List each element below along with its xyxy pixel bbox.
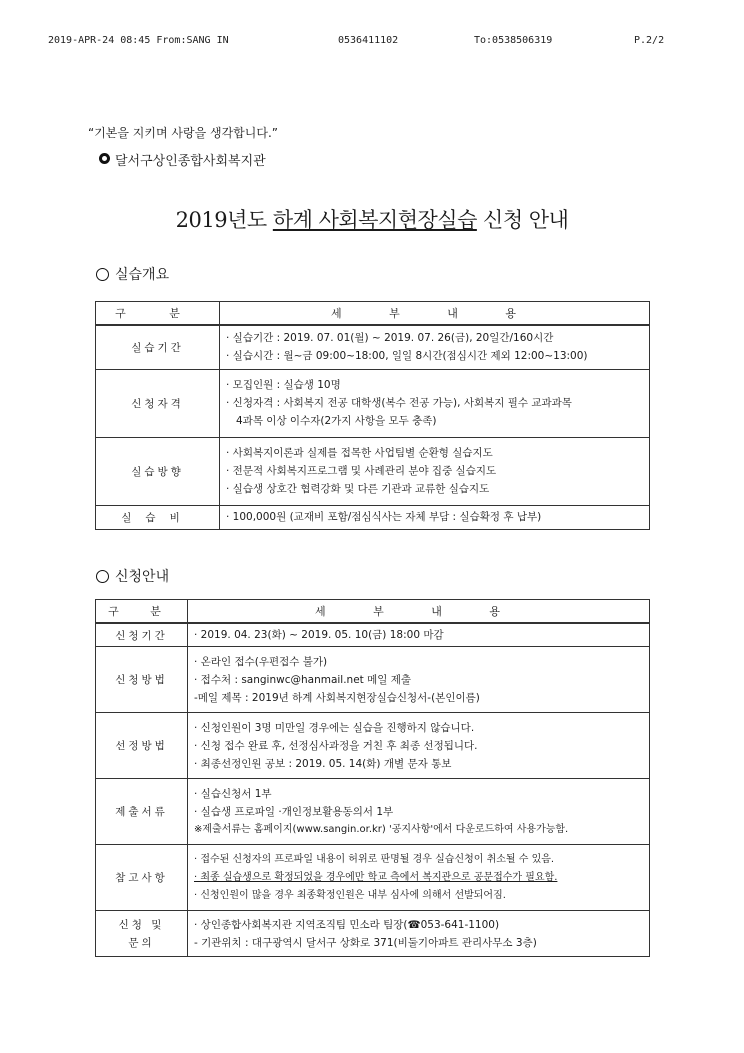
- content-line: ※제출서류는 홈페이지(www.sangin.or.kr) '공지사항'에서 다운로드하여 사용가능함.: [194, 823, 569, 835]
- content-line: · 온라인 접수(우편접수 불가): [194, 655, 328, 668]
- table-row: [96, 911, 650, 957]
- content-line: · 신청자격 : 사회복지 전공 대학생(복수 전공 가능), 사회복지 필수 교과과목: [226, 397, 572, 409]
- fax-datetime: 2019-APR-24 08:45 From:SANG IN: [48, 35, 229, 46]
- fax-page: P.2/2: [634, 35, 665, 46]
- circle-bullet-icon: [96, 570, 109, 583]
- section2-heading: [96, 566, 169, 586]
- row-content: [220, 369, 650, 437]
- row-content: [220, 505, 650, 529]
- table-header-row: [96, 302, 650, 326]
- content-line: 4과목 이상 이수자(2가지 사항을 모두 충족): [236, 415, 437, 427]
- row-label: 선정방법: [96, 713, 188, 779]
- col-header-category: 구 분: [96, 600, 188, 624]
- row-label: 신청 및 문의: [96, 911, 188, 957]
- row-label: 신청자격: [96, 369, 220, 437]
- content-line: · 실습생 상호간 협력강화 및 다른 기관과 교류한 실습지도: [226, 483, 490, 495]
- content-line: · 신청인원이 3명 미만일 경우에는 실습을 진행하지 않습니다.: [194, 721, 475, 734]
- overview-table: [95, 301, 650, 530]
- row-label: 신청기간: [96, 623, 188, 647]
- title-pre: 2019년도: [175, 208, 273, 232]
- row-content: [188, 623, 650, 647]
- col-header-category: 구 분: [96, 302, 220, 326]
- fax-to: To:0538506319: [474, 35, 553, 46]
- content-line: · 최종 실습생으로 확정되었을 경우에만 학교 측에서 복지관으로 공문접수가 필요함.: [194, 871, 558, 883]
- table-row: [96, 713, 650, 779]
- row-content: [188, 911, 650, 957]
- organization-name: 달서구상인종합사회복지관: [115, 154, 266, 169]
- content-line: - 기관위치 : 대구광역시 달서구 상화로 371(비둘기아파트 관리사무소 3층): [194, 936, 537, 949]
- row-content: [188, 647, 650, 713]
- organization-line: [98, 150, 266, 169]
- page-title: [0, 204, 744, 234]
- row-content: [220, 437, 650, 505]
- fax-from-number: 0536411102: [338, 35, 399, 46]
- content-line: · 상인종합사회복지관 지역조직팀 민소라 팀장(☎053-641-1100): [194, 918, 500, 931]
- content-line: · 신청 접수 완료 후, 선정심사과정을 거친 후 최종 선정됩니다.: [194, 739, 478, 752]
- content-line: · 100,000원 (교재비 포함/점심식사는 자체 부담 : 실습확정 후 납부): [226, 511, 542, 523]
- circle-bullet-icon: [96, 268, 109, 281]
- title-underlined: 하계 사회복지현장실습: [272, 208, 477, 232]
- content-line: · 실습신청서 1부: [194, 787, 272, 800]
- table-row: [96, 505, 650, 529]
- row-label: 실습기간: [96, 325, 220, 369]
- section2-heading-text: 신청안내: [115, 569, 170, 585]
- motto: “기본을 지키며 사랑을 생각합니다.”: [88, 126, 278, 140]
- col-header-details: 세 부 내 용: [220, 302, 650, 326]
- table-row: [96, 325, 650, 369]
- col-header-details: 세 부 내 용: [188, 600, 650, 624]
- table-row: [96, 845, 650, 911]
- content-line: -메일 제목 : 2019년 하계 사회복지현장실습신청서-(본인이름): [194, 691, 480, 704]
- content-line: · 실습생 프로파일 ·개인정보활용동의서 1부: [194, 805, 394, 818]
- content-line: · 2019. 04. 23(화) ~ 2019. 05. 10(금) 18:00 마감: [194, 629, 444, 641]
- table-row: [96, 779, 650, 845]
- content-line: · 실습시간 : 월~금 09:00~18:00, 일일 8시간(점심시간 제외 12:00~13:00): [226, 350, 588, 363]
- content-line: · 전문적 사회복지프로그램 및 사례관리 분야 집중 실습지도: [226, 465, 497, 477]
- row-content: [188, 845, 650, 911]
- content-line: · 접수된 신청자의 프로파일 내용이 허위로 판명될 경우 실습신청이 취소될 수 있음.: [194, 853, 555, 865]
- row-content: [188, 779, 650, 845]
- table-row: [96, 437, 650, 505]
- content-line: · 접수처 : sanginwc@hanmail.net 메일 제출: [194, 673, 412, 686]
- row-label: 신청방법: [96, 647, 188, 713]
- content-line: · 신청인원이 많을 경우 최종확정인원은 내부 심사에 의해서 선발되어짐.: [194, 889, 506, 901]
- content-line: · 사회복지이론과 실제를 접목한 사업팀별 순환형 실습지도: [226, 447, 493, 459]
- row-content: [188, 713, 650, 779]
- row-label: 참고사항: [96, 845, 188, 911]
- content-line: · 모집인원 : 실습생 10명: [226, 379, 341, 391]
- application-table: [95, 599, 650, 957]
- table-row: [96, 647, 650, 713]
- row-label: 실습비: [96, 505, 220, 529]
- section1-heading: [96, 264, 169, 284]
- section1-heading-text: 실습개요: [115, 267, 170, 283]
- table-header-row: [96, 600, 650, 624]
- organization-logo-icon: [98, 153, 111, 166]
- content-line: · 실습기간 : 2019. 07. 01(월) ~ 2019. 07. 26(금), 20일간/160시간: [226, 332, 554, 345]
- table-row: [96, 623, 650, 647]
- content-line: · 최종선정인원 공보 : 2019. 05. 14(화) 개별 문자 통보: [194, 757, 452, 770]
- row-label: 제출서류: [96, 779, 188, 845]
- row-label: 실습방향: [96, 437, 220, 505]
- row-content: [220, 325, 650, 369]
- title-post: 신청 안내: [476, 208, 569, 232]
- table-row: [96, 369, 650, 437]
